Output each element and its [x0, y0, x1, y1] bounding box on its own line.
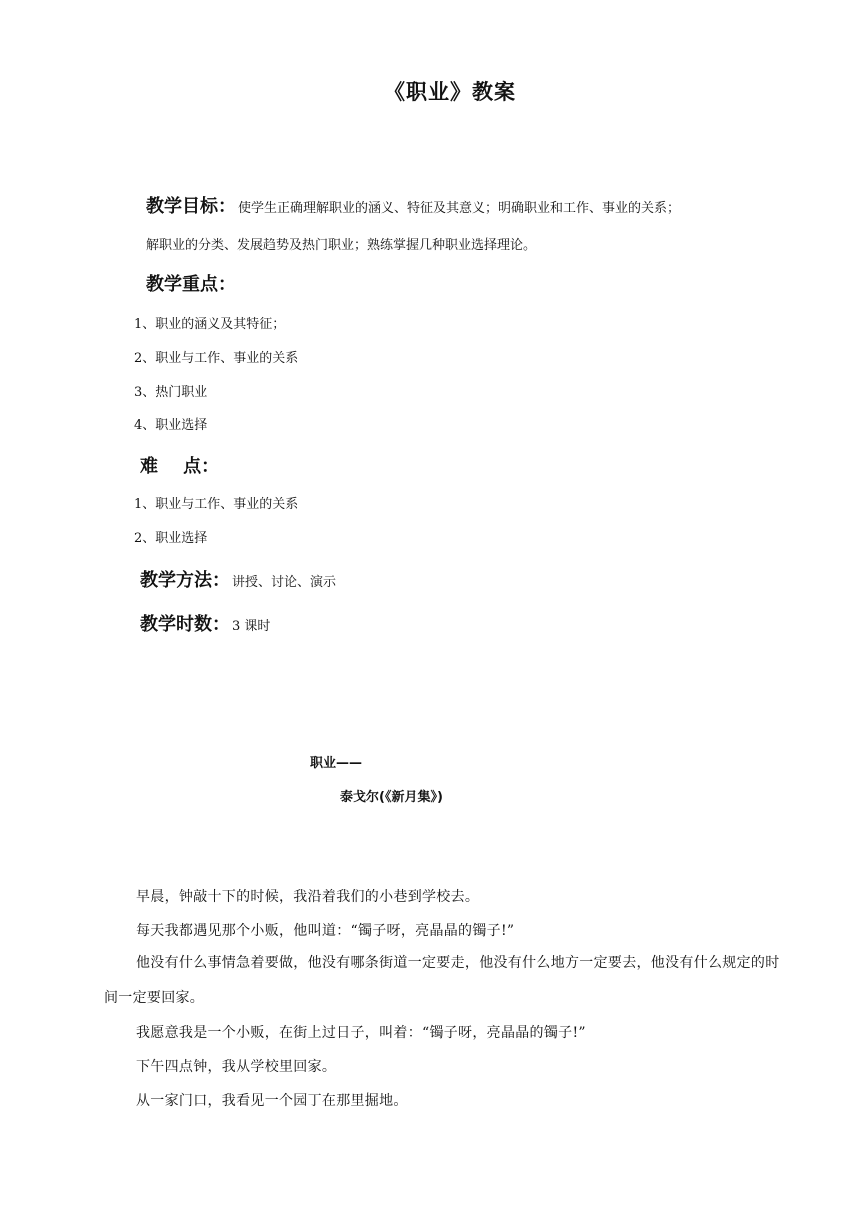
poem-paragraph: 我愿意我是一个小贩，在街上过日子，叫着：“镯子呀，亮晶晶的镯子!” [136, 1025, 586, 1041]
methods-text: 讲授、讨论、演示 [232, 575, 337, 590]
poem-paragraph: 下午四点钟，我从学校里回家。 [136, 1059, 337, 1075]
hours-row [140, 610, 270, 636]
objectives-row [146, 192, 680, 218]
methods-row [140, 566, 336, 592]
methods-heading: 教学方法： [140, 570, 230, 591]
poem-paragraph: 从一家门口，我看见一个园丁在那里掘地。 [136, 1093, 408, 1109]
objectives-heading: 教学目标： [146, 196, 236, 217]
poem-paragraph: 早晨，钟敲十下的时候，我沿着我们的小巷到学校去。 [136, 889, 480, 905]
objectives-text-line2: 解职业的分类、发展趋势及热门职业；熟练掌握几种职业选择理论。 [146, 238, 537, 253]
key-point-item: 3、热门职业 [134, 385, 208, 400]
difficulty-item: 2、职业选择 [134, 531, 208, 546]
difficulty-item: 1、职业与工作、事业的关系 [134, 497, 299, 512]
poem-paragraph: 每天我都遇见那个小贩，他叫道：“镯子呀，亮晶晶的镯子!” [136, 923, 515, 939]
poem-paragraph: 他没有什么事情急着要做，他没有哪条街道一定要走，他没有什么地方一定要去，他没有什么规定的时间一定要回家。 [104, 955, 780, 1006]
objectives-text-line1: 使学生正确理解职业的涵义、特征及其意义；明确职业和工作、事业的关系； [238, 201, 681, 216]
difficulties-heading: 难 点： [140, 456, 220, 477]
key-point-item: 2、职业与工作、事业的关系 [134, 351, 299, 366]
hours-text: 3 课时 [232, 619, 271, 634]
key-point-item: 1、职业的涵义及其特征； [134, 317, 286, 332]
poem-title: 职业—— [310, 756, 363, 771]
hours-heading: 教学时数： [140, 614, 230, 635]
key-points-heading: 教学重点： [146, 274, 236, 295]
key-point-item: 4、职业选择 [134, 418, 208, 433]
document-title: 《职业》教案 [384, 80, 516, 104]
poem-author: 泰戈尔(《新月集》) [340, 790, 443, 805]
